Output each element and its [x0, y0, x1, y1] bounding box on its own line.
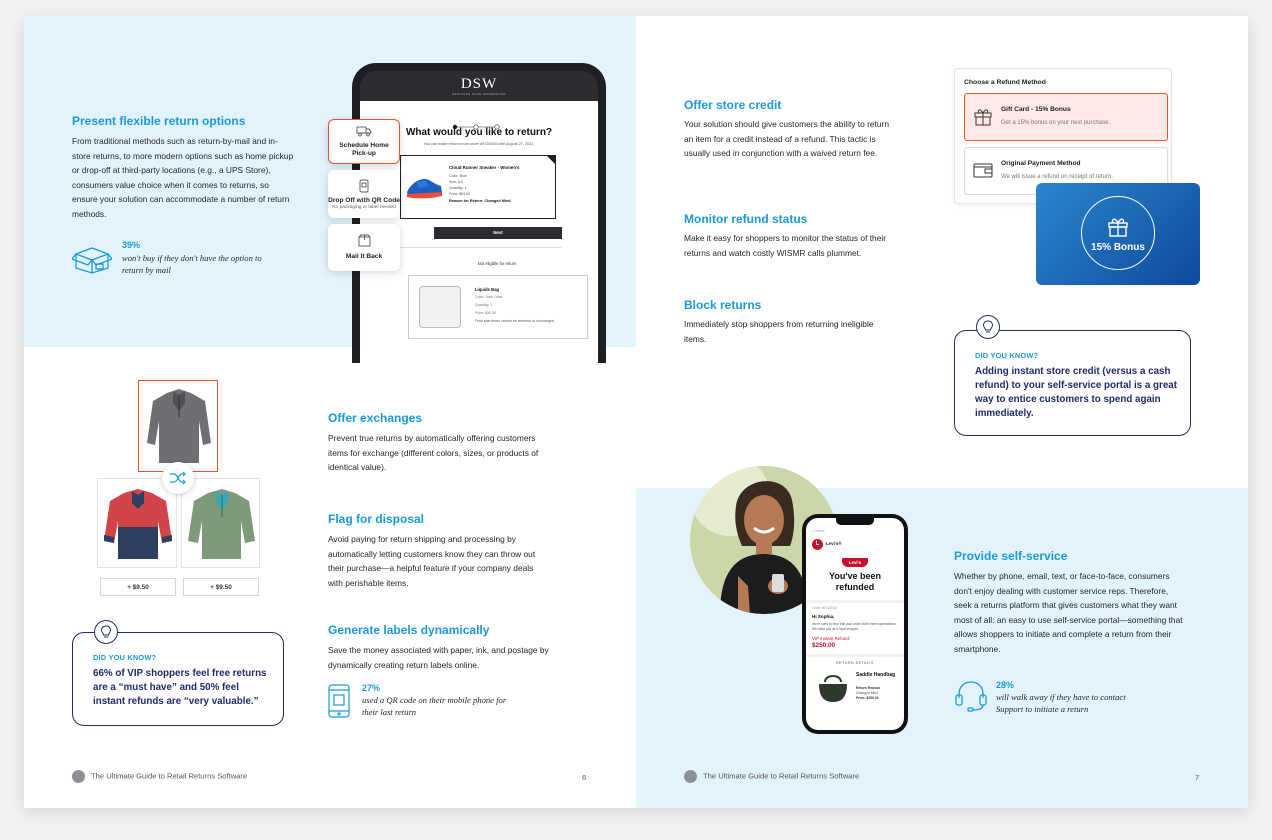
greeting: Hi Sophia,: [812, 614, 835, 619]
swap-badge: [162, 462, 194, 494]
separator: [806, 654, 904, 657]
labels-body: Save the money associated with paper, ink, and postage by dynamically creating return labels online.: [328, 645, 549, 670]
exchange-price-button[interactable]: + $9.50: [183, 578, 259, 596]
method-title: Mail It Back: [345, 253, 383, 260]
item1-reason: Reason for Return: Changed Mind: [449, 199, 511, 203]
headset-icon: [954, 680, 988, 712]
reason-label: Return Reason: [856, 686, 881, 690]
price-value: Price: $250.00: [856, 696, 879, 700]
did-you-know-box-left: [72, 632, 284, 726]
labels-stat-value: 27%: [362, 683, 381, 693]
sneaker-image: [405, 166, 443, 206]
brand-logo-icon: [72, 770, 85, 783]
exchange-option-red[interactable]: [97, 478, 177, 568]
method-card-pickup[interactable]: [328, 119, 400, 164]
option2-title: Original Payment Method: [1001, 160, 1081, 167]
monitor-body: Make it easy for shoppers to monitor the status of their returns and watch costly WISMR calls plummet.: [684, 233, 887, 258]
self-service-stat-text: will walk away if they have to contact Support to initiate a return: [996, 692, 1126, 714]
self-service-stat-value: 28%: [996, 680, 1015, 690]
gift-icon: [973, 106, 993, 126]
handbag-image: [816, 672, 850, 704]
mail-box-icon: [358, 234, 371, 247]
selected-corner-mark: [547, 156, 555, 164]
liquids-bag-image: [419, 286, 461, 328]
self-service-body: Whether by phone, email, text, or face-to-face, consumers don't enjoy dealing with customer service reps. Therefore, seek a returns platform that gives customers what they want most of all: an easy to use self-service portal—something that allows shoppers to initiate and complete a return from their smartphone.: [954, 571, 1183, 654]
method-title: Drop Off with QR Code: [328, 196, 400, 204]
lightbulb-icon: [976, 315, 1000, 339]
refund-label: VIP Instant Refund:: [812, 636, 850, 641]
reason-value: Changed Mind: [856, 691, 879, 695]
step-progress: [452, 117, 500, 123]
gift-card-badge: [1081, 196, 1155, 270]
refund-amount: $250.00: [812, 642, 836, 649]
item2-detail: Color: Dark Olive: [475, 295, 503, 299]
gift-icon: [1106, 214, 1130, 238]
store-credit-body: Your solution should give customers the ability to return an item for a credit instead of a refund. This tactic is usually used in conjunction with a waived return fee.: [684, 119, 889, 159]
tablet-brand: DSW: [460, 75, 498, 92]
tablet-header-bar: [360, 71, 598, 101]
item2-note: Final sale items cannot be returned or exchanged: [475, 319, 554, 323]
flexible-stat-value: 39%: [122, 240, 141, 250]
sender-name: Levi's®: [826, 541, 842, 546]
sender-avatar: L: [812, 539, 823, 550]
right-page-number: 7: [1195, 773, 1200, 782]
did-you-know-label: DID YOU KNOW?: [93, 653, 157, 662]
gift-card-label: 15% Bonus: [1091, 241, 1145, 253]
block-body: Immediately stop shoppers from returning ineligible items.: [684, 319, 874, 344]
monitor-title: Monitor refund status: [684, 212, 808, 226]
labels-title: Generate labels dynamically: [328, 623, 490, 637]
method-card-qr[interactable]: [328, 170, 400, 218]
disposal-body: Avoid paying for return shipping and processing by automatically letting customers know they can throw out their purchase—a helpful feature if your company deals with perishable items.: [328, 534, 536, 588]
separator: [806, 600, 904, 603]
item2-name: Liquids Bag: [475, 287, 499, 292]
option1-title: Gift Card - 15% Bonus: [1001, 106, 1071, 113]
phone-device: [802, 514, 908, 734]
exchange-price-button[interactable]: + $9.50: [100, 578, 176, 596]
qr-phone-icon: [328, 684, 350, 718]
left-footer-text: The Ultimate Guide to Retail Returns Software: [91, 771, 248, 781]
store-credit-title: Offer store credit: [684, 98, 782, 112]
item1-name: Cloud Runner Sneaker - Women's: [449, 165, 520, 170]
option2-sub: We will issue a refund on receipt of return.: [1001, 174, 1113, 180]
disposal-title: Flag for disposal: [328, 512, 425, 526]
method-card-mail[interactable]: [328, 224, 400, 271]
item2-detail: Price: $30.00: [475, 311, 497, 315]
lightbulb-icon: [94, 620, 118, 644]
qr-phone-icon: [359, 179, 369, 193]
tablet-brand-sub: DESIGNER SHOE WAREHOUSE: [452, 91, 506, 96]
block-title: Block returns: [684, 298, 762, 312]
phone-notch: [836, 518, 874, 525]
gift-card-image: [1036, 183, 1200, 285]
item1-detail: Size: 6.0: [449, 180, 463, 184]
not-eligible-label: Not eligible for return: [477, 261, 517, 266]
divider: [396, 247, 562, 248]
labels-stat-text: used a QR code on their mobile phone for their last return: [362, 695, 507, 717]
item1-detail: Quantity: 1: [449, 186, 467, 190]
option1-sub: Get a 15% bonus on your next purchase.: [1001, 120, 1111, 126]
order-number: Order #6718034: [812, 606, 837, 610]
phone-screen: [806, 518, 904, 730]
left-footer: [72, 770, 247, 783]
return-item-card[interactable]: [400, 155, 556, 219]
did-you-know-box-right: [954, 330, 1191, 436]
shuffle-icon: [169, 471, 187, 485]
truck-icon: [356, 125, 372, 137]
self-service-title: Provide self-service: [954, 549, 1068, 563]
exchange-original-item[interactable]: [138, 380, 218, 472]
did-you-know-text: Adding instant store credit (versus a cash refund) to your self-service portal is a great way to entice customers to spend again immediately.: [975, 366, 1177, 419]
flexible-stat-text: won't buy if they don't have the option to return by mail: [122, 253, 262, 275]
refund-option-gift[interactable]: [964, 93, 1168, 141]
tablet-question: What would you like to return?: [405, 127, 553, 138]
item2-detail: Quantity: 1: [475, 303, 493, 307]
box-icon: [72, 242, 112, 274]
tablet-sub: You can make returns from order #9726463 until August 27, 2022.: [423, 142, 535, 146]
refund-method-heading: Choose a Refund Method: [964, 79, 1046, 86]
method-sub: No packaging or label needed: [332, 204, 396, 210]
flexible-title: Present flexible return options: [72, 114, 246, 128]
next-button[interactable]: Next: [434, 227, 562, 239]
exchange-option-green[interactable]: [181, 478, 260, 568]
document-spread: [24, 16, 1248, 808]
exchanges-body: Prevent true returns by automatically offering customers items for exchange (different colors, sizes, or products of identical value).: [328, 433, 539, 473]
return-details-label: RETURN DETAILS: [836, 661, 874, 665]
flexible-body: From traditional methods such as return-by-mail and in-store returns, to more modern options such as home pickup or drop-off at third-party locations (e.g., a UPS Store), consumers value choice when it comes to returns, so ensure your solution can accommodate a number of return methods.: [72, 136, 294, 219]
brand-logo-icon: [684, 770, 697, 783]
right-footer-text: The Ultimate Guide to Retail Returns Software: [703, 771, 860, 781]
refund-headline: You've been refunded: [829, 571, 881, 592]
levis-logo: Levi's: [842, 558, 868, 567]
right-footer: [684, 770, 859, 783]
inbox-back-link[interactable]: < Inbox: [812, 529, 825, 533]
ineligible-item-card: [408, 275, 588, 339]
did-you-know-label: DID YOU KNOW?: [975, 351, 1039, 360]
wallet-icon: [973, 162, 993, 178]
did-you-know-text: 66% of VIP shoppers feel free returns are a “must have” and 50% feel instant refunds are “very valuable.”: [93, 668, 267, 707]
left-page-number: 6: [582, 773, 587, 782]
item1-detail: Price: $54.99: [449, 192, 471, 196]
product-name: Saddle Handbag: [856, 672, 896, 678]
exchanges-title: Offer exchanges: [328, 411, 423, 425]
item1-detail: Color: Blue: [449, 174, 467, 178]
method-title: Schedule Home Pick-up: [339, 142, 389, 157]
apology-message: We're sorry to hear that your order didn't meet expectations. We value you as a loyal shopper.: [812, 622, 897, 631]
